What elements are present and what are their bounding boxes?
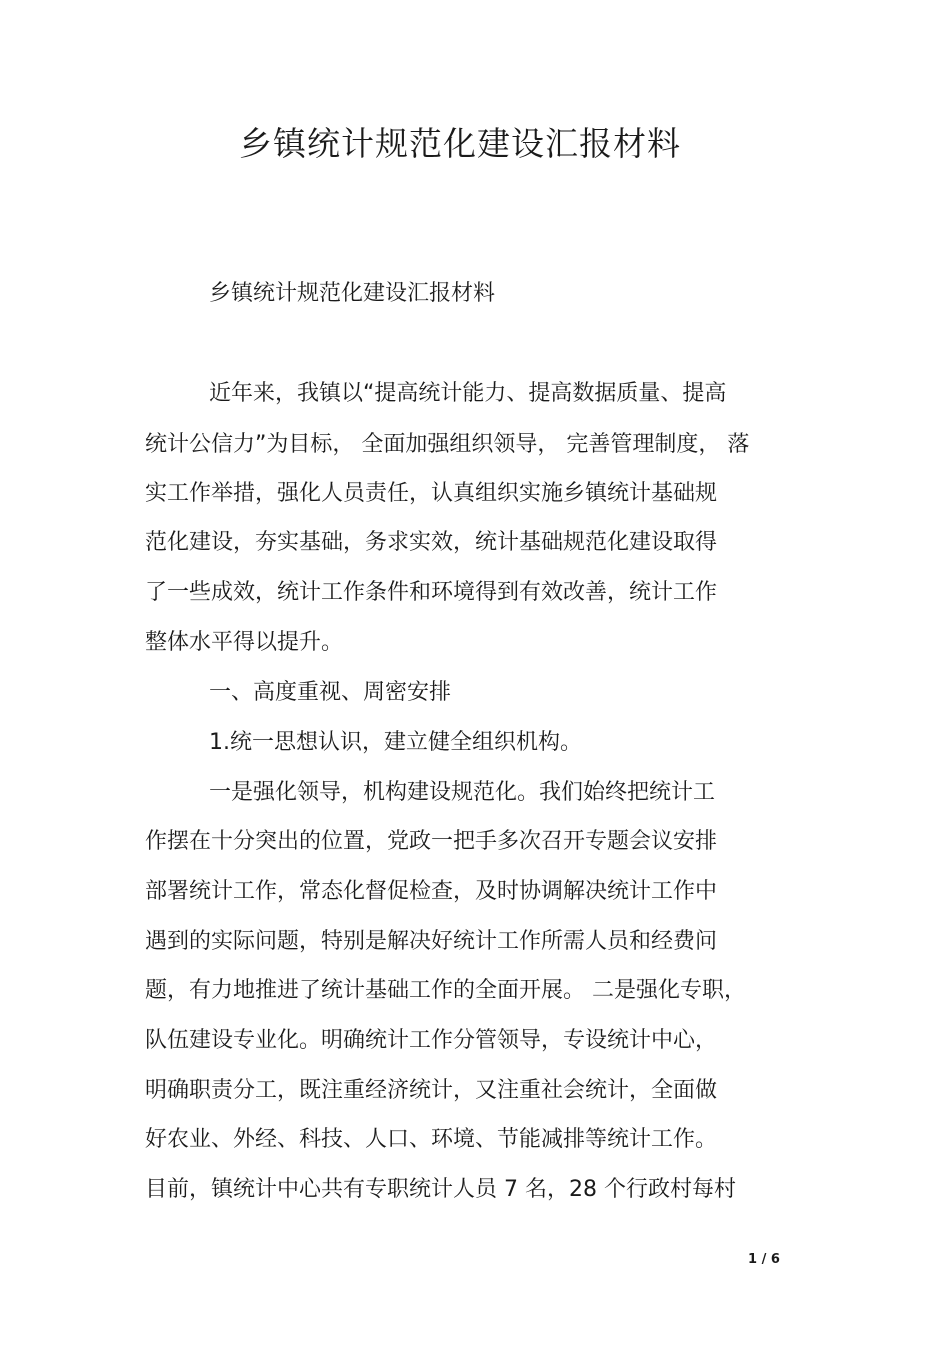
paragraph-line: 了一些成效，统计工作条件和环境得到有效改善，统计工作 — [145, 580, 718, 605]
document-subtitle: 乡镇统计规范化建设汇报材料 — [209, 281, 496, 306]
paragraph-line: 队伍建设专业化。明确统计工作分管领导，专设统计中心， — [145, 1028, 718, 1053]
paragraph-line: 好农业、外经、科技、人口、环境、节能减排等统计工作。 — [145, 1127, 718, 1152]
paragraph-line: 部署统计工作，常态化督促检查，及时协调解决统计工作中 — [145, 879, 718, 904]
document-title: 乡镇统计规范化建设汇报材料 — [239, 124, 681, 163]
paragraph-line: 实工作举措，强化人员责任，认真组织实施乡镇统计基础规 — [145, 481, 718, 506]
paragraph-line: 目前，镇统计中心共有专职统计人员 7 名，28 个行政村每村 — [145, 1177, 736, 1202]
paragraph-line: 遇到的实际问题，特别是解决好统计工作所需人员和经费问 — [145, 929, 718, 954]
section-heading: 一、高度重视、周密安排 — [209, 680, 452, 705]
subsection-heading: 1.统一思想认识，建立健全组织机构。 — [209, 730, 582, 755]
paragraph-line: 一是强化领导，机构建设规范化。我们始终把统计工 — [209, 780, 716, 805]
paragraph-line: 统计公信力”为目标， 全面加强组织领导， 完善管理制度， 落 — [145, 432, 750, 457]
paragraph-line: 作摆在十分突出的位置，党政一把手多次召开专题会议安排 — [145, 829, 718, 854]
paragraph-line: 范化建设，夯实基础，务求实效，统计基础规范化建设取得 — [145, 530, 718, 555]
paragraph-line: 近年来，我镇以“提高统计能力、提高数据质量、提高 — [209, 381, 727, 406]
page-number: 1 / 6 — [748, 1252, 780, 1267]
paragraph-line: 题，有力地推进了统计基础工作的全面开展。 二是强化专职， — [145, 978, 746, 1003]
paragraph-line: 明确职责分工，既注重经济统计，又注重社会统计，全面做 — [145, 1078, 718, 1103]
paragraph-line: 整体水平得以提升。 — [145, 630, 344, 655]
